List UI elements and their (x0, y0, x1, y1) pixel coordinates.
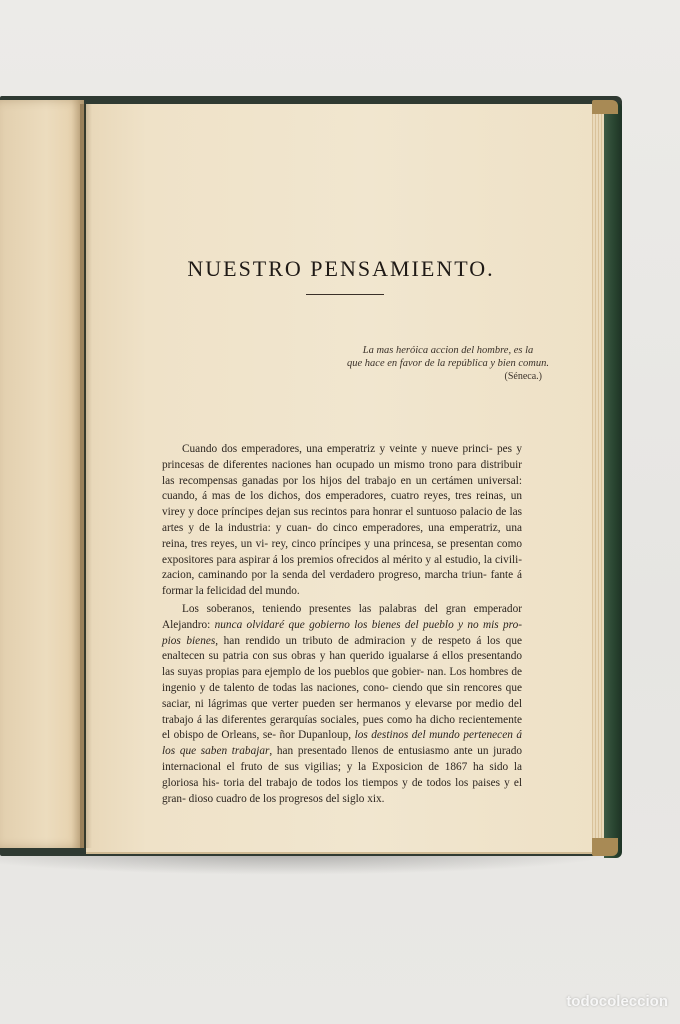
title-rule (306, 294, 384, 295)
text-line: hermanos y elevarse por medio del trabajo á las diferentes gerarquías (162, 697, 522, 726)
italic-quote: los destinos del mundo pertenecen á los que saben trabajar (162, 729, 523, 758)
paragraph-1 (162, 442, 522, 600)
text-line: Alejandro: (162, 618, 215, 631)
text-line: pes y princesas de diferentes naciones han ocupado un mismo trono (162, 443, 522, 471)
text-line: cuatro reyes, tres reinas, un virey y doce príncipes dejan sus recintos (162, 490, 522, 519)
text-line: Los soberanos, teniendo presentes las palabras del gran emperador (182, 602, 522, 615)
text-line: han presentado llenos de entusiasmo ante un jurado internacional el (162, 745, 523, 773)
epigraph-line: que hace en favor de la república y bien comun. (347, 358, 549, 369)
text-line: zacion, caminando por la senda del verdadero progreso, marcha triun- (162, 569, 487, 582)
body-text (162, 442, 522, 809)
text-line: para aspirar á los premios ofrecidos al mérito y al estudio, la civili- (216, 553, 522, 566)
epigraph-line: La mas heróica accion del hombre, es la (362, 345, 534, 356)
text-line: , han rendido un tributo de admiracion y de respeto á los (215, 634, 501, 647)
text-line: rey, cinco príncipes y una princesa, se presentan como expositores (162, 537, 523, 566)
italic-quote: nunca olvidaré que gobierno los bienes del pueblo y no mis pro- (214, 618, 522, 631)
page-content (86, 104, 596, 852)
text-line: fante á formar la felicidad del mundo. (162, 569, 522, 598)
text-line: nan. Los hombres de ingenio y de talento de todas las naciones, cono- (162, 666, 522, 694)
page-title: NUESTRO PENSAMIENTO. (187, 256, 495, 281)
left-page (0, 100, 84, 848)
text-line: Cuando dos emperadores, una emperatriz y veinte y nueve princi- (182, 443, 493, 455)
italic-quote: pios bienes (162, 634, 216, 647)
epigraph (318, 344, 578, 383)
text-line: fruto de sus vigilias; y la Exposicion de 1867 ha sido la gloriosa his- (162, 760, 522, 789)
text-line: sociales, pues como ha dicho recientemente el obispo de Orleans, se- (162, 713, 523, 742)
text-line: presentando las suyas propias para ejemplo de los pueblos que gobier- (162, 650, 522, 679)
text-line: para distribuir las recompensas ganadas por los hijos del trabajo en un (162, 458, 523, 487)
epigraph-source: (Séneca.) (504, 371, 542, 382)
text-line: dioso cuadro de los progresos del siglo xix. (188, 792, 385, 805)
watermark-logo: todocoleccion (566, 993, 668, 1010)
text-line: toria del trabajo de todos los tiempos y de todos los paises y el gran- (162, 776, 522, 805)
book-spine (604, 102, 622, 858)
text-line: ciendo que sin rencores que saciar, ni lágrimas que verter pueden ser (162, 681, 522, 710)
text-line: que enaltecen su patria con sus obras y han querido igualarse á ellos (162, 634, 522, 663)
text-line: certámen universal: cuando, á mas de los dichos, dos emperadores, (162, 474, 522, 503)
text-line: , (269, 745, 273, 758)
text-line: para honrar el suntuoso palacio de las artes y de la industria: y cuan- (162, 506, 522, 534)
paragraph-2 (162, 602, 522, 807)
text-line: do cinco emperadores, una emperatriz, una reina, tres reyes, un vi- (162, 521, 522, 550)
text-line: ñor Dupanloup, (279, 729, 355, 742)
